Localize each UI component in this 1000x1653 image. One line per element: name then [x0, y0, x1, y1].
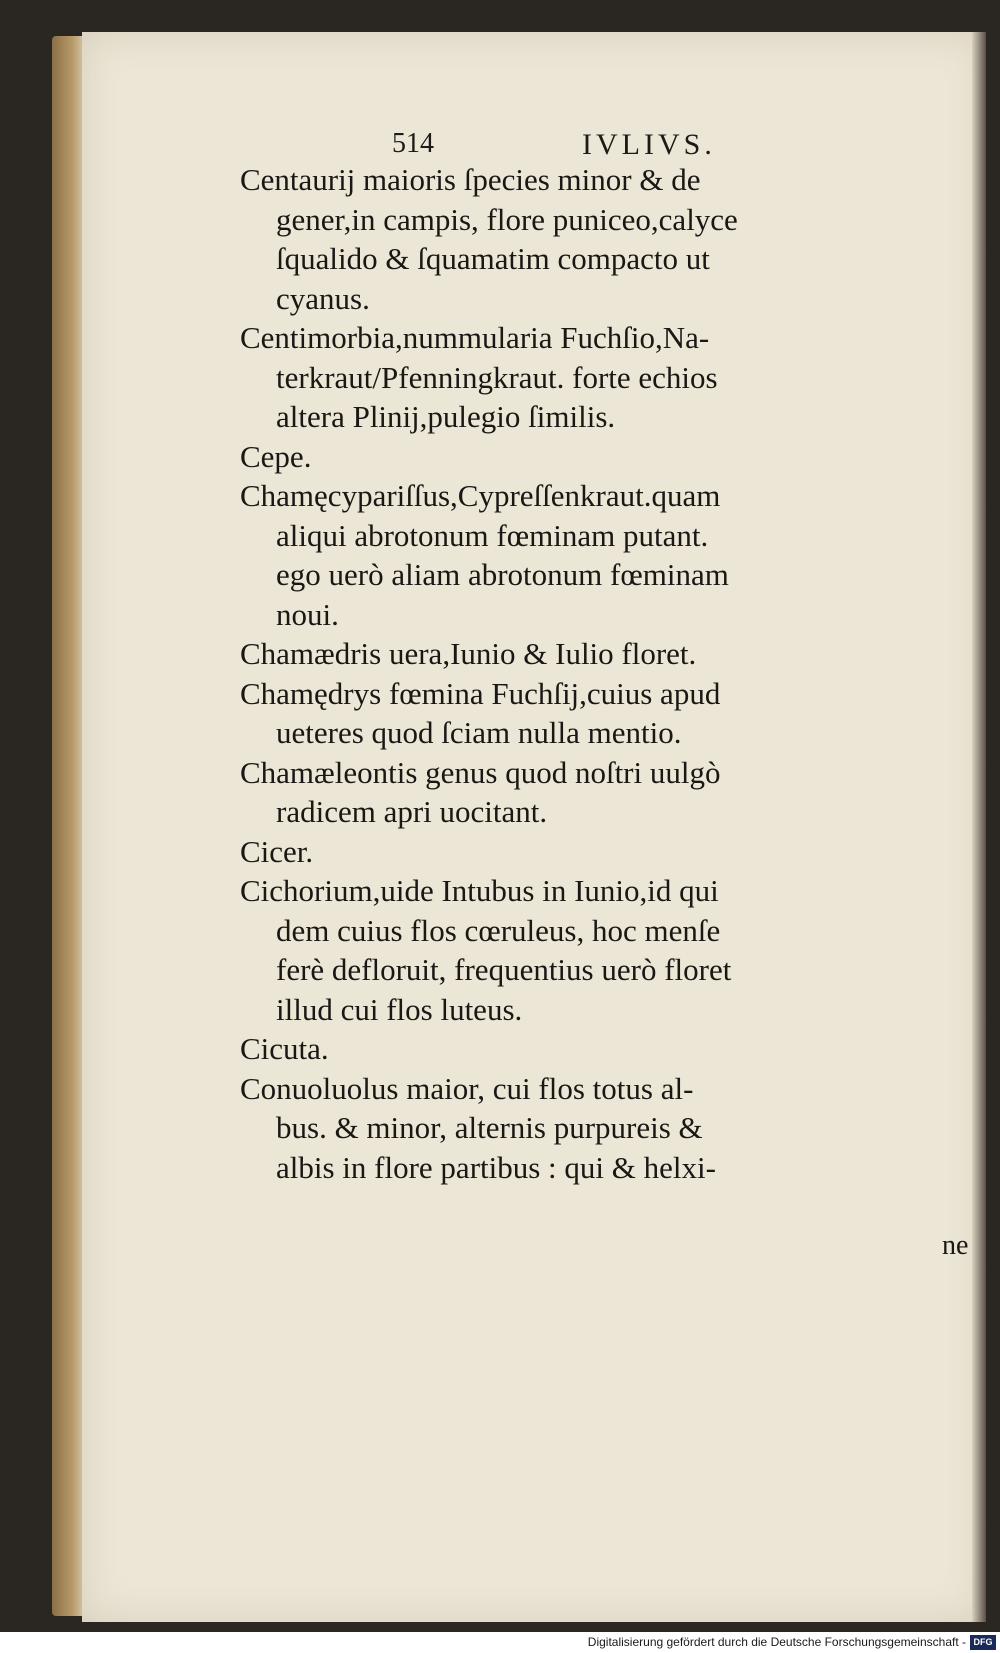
- entry: Chamędrys fœmina Fuchſĳ,cuius apud ueteres quod ſciam nulla mentio.: [240, 675, 721, 750]
- dfg-logo-icon: DFG: [970, 1635, 996, 1650]
- entry: Chamęcypariſſus,Cypreſſenkraut.quam aliqui abrotonum fœminam putant. ego uerò aliam abrotonum fœminam noui.: [240, 478, 729, 632]
- entry: Chamædris uera,Iunio & Iulio floret.: [240, 636, 697, 671]
- entry: Cepe.: [240, 438, 312, 474]
- page-gutter-shadow: [972, 32, 986, 1622]
- entry: Cicuta.: [240, 1031, 329, 1066]
- entry: Cicer.: [240, 833, 314, 869]
- text-block: [240, 160, 920, 1187]
- entry: Centaurĳ maioris ſpecies minor & de gener,in campis, flore puniceo,calyce ſqualido & ſquamatim compacto ut cyanus.: [240, 162, 738, 316]
- entry: Centimorbia,nummularia Fuchſio,Na- terkraut/Pfenningkraut. forte echios altera Plinĳ,pulegio ſimilis.: [240, 320, 718, 434]
- entry: Chamæleontis genus quod noſtri uulgò radicem apri uocitant.: [240, 754, 721, 829]
- entry: Cichorium,uide Intubus in Iunio,id qui dem cuius flos cœruleus, hoc menſe ferè defloruit, frequentius uerò floret illud cui flos luteus.: [240, 873, 732, 1027]
- footer-bar: [0, 1632, 1000, 1653]
- running-title: IVLIVS.: [582, 128, 716, 161]
- page-number: 514: [392, 128, 434, 159]
- catchword: ne: [942, 1230, 969, 1261]
- book-spine-edge: [52, 36, 86, 1616]
- funding-credit: Digitalisierung gefördert durch die Deutsche Forschungsgemeinschaft -: [587, 1635, 966, 1649]
- entry: Conuoluolus maior, cui flos totus al- bus. & minor, alternis purpureis & albis in flore partibus : qui & helxi-: [240, 1070, 716, 1185]
